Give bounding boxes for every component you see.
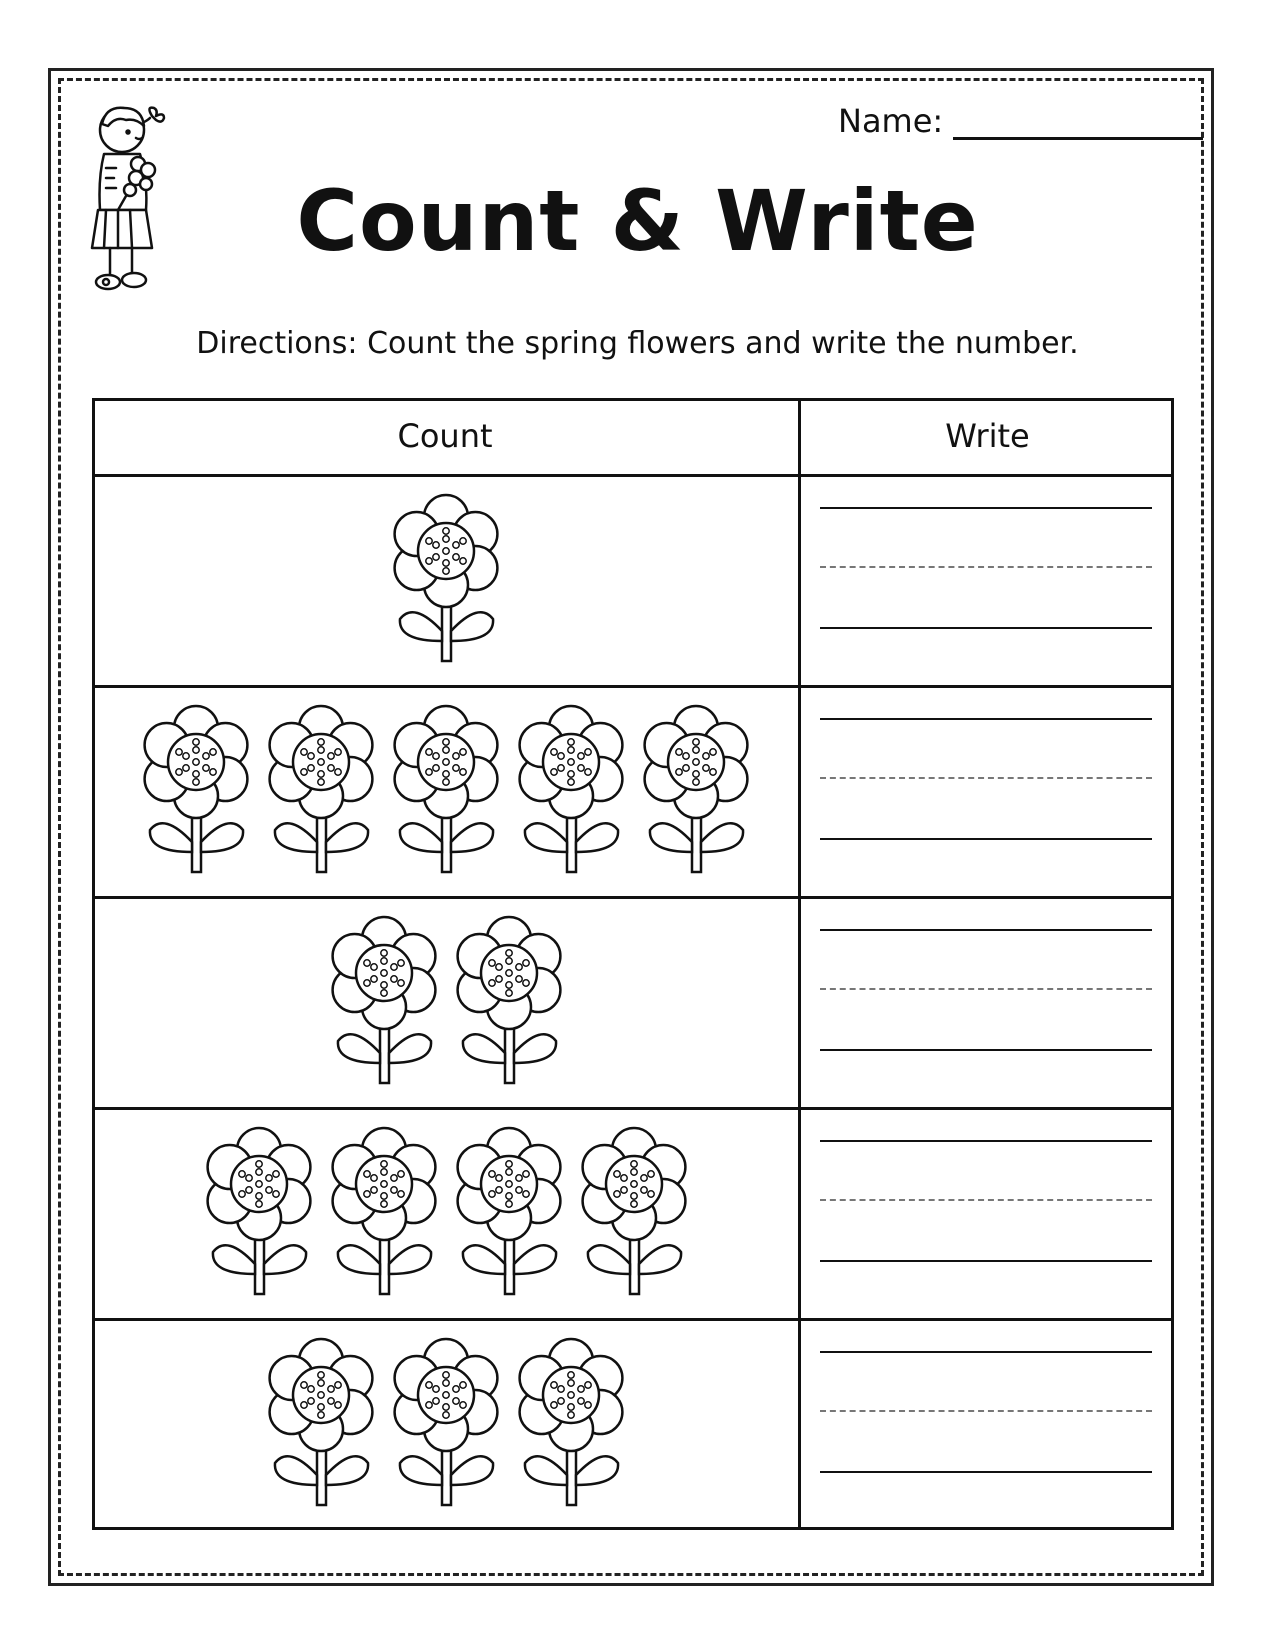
write-answer-area[interactable] [820, 1321, 1152, 1529]
count-cell [95, 477, 798, 685]
column-header-count: Count [397, 417, 493, 455]
write-baseline [820, 1471, 1152, 1473]
flower-icon [134, 702, 259, 882]
directions-text: Directions: Count the spring flowers and write the number. [196, 326, 1079, 361]
flower-icon [384, 491, 509, 671]
write-top-line [820, 507, 1152, 509]
write-top-line [820, 929, 1152, 931]
flower-icon [384, 1335, 509, 1515]
write-answer-area[interactable] [820, 477, 1152, 685]
flower-icon [447, 1124, 572, 1304]
flower-icon [259, 1335, 384, 1515]
flower-icon [384, 702, 509, 882]
count-cell [95, 1321, 798, 1529]
flower-icon [322, 913, 447, 1093]
write-answer-area[interactable] [820, 1110, 1152, 1318]
count-cell [95, 688, 798, 896]
write-top-line [820, 1140, 1152, 1142]
write-answer-area[interactable] [820, 688, 1152, 896]
count-cell [95, 899, 798, 1107]
name-label: Name: [838, 102, 944, 140]
count-cell [95, 1110, 798, 1318]
write-baseline [820, 838, 1152, 840]
write-mid-dashed-line [820, 988, 1152, 990]
write-mid-dashed-line [820, 1199, 1152, 1201]
write-answer-area[interactable] [820, 899, 1152, 1107]
flower-icon [447, 913, 572, 1093]
name-blank-line[interactable] [953, 107, 1203, 140]
flower-icon [197, 1124, 322, 1304]
page-title: Count & Write [296, 172, 979, 270]
write-baseline [820, 627, 1152, 629]
write-mid-dashed-line [820, 1410, 1152, 1412]
write-baseline [820, 1260, 1152, 1262]
flower-icon [509, 702, 634, 882]
write-top-line [820, 1351, 1152, 1353]
flower-icon [572, 1124, 697, 1304]
write-mid-dashed-line [820, 777, 1152, 779]
column-divider [798, 398, 801, 1530]
flower-icon [509, 1335, 634, 1515]
flower-icon [322, 1124, 447, 1304]
flower-icon [634, 702, 759, 882]
write-top-line [820, 718, 1152, 720]
write-mid-dashed-line [820, 566, 1152, 568]
column-header-write: Write [945, 417, 1030, 455]
flower-icon [259, 702, 384, 882]
name-field [838, 102, 1203, 140]
write-baseline [820, 1049, 1152, 1051]
